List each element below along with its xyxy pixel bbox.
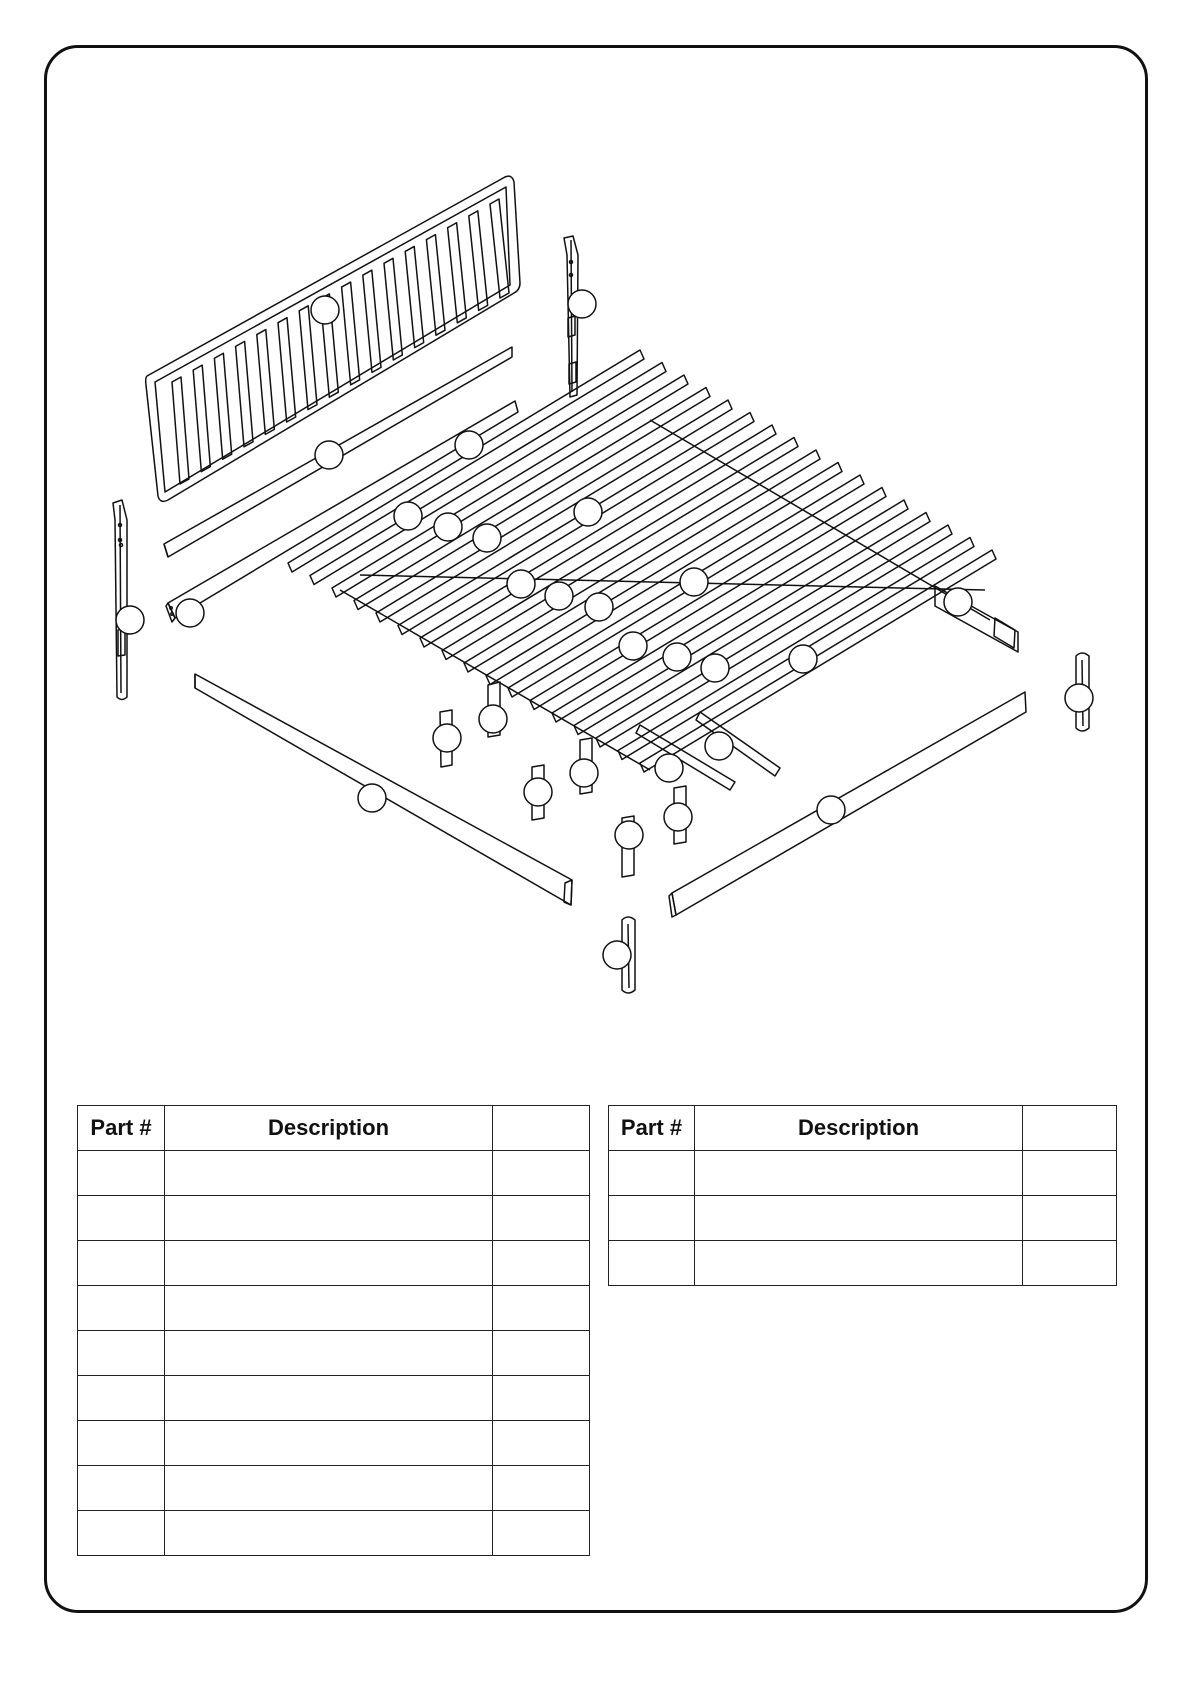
part-callout-circle [1065,684,1093,712]
cell-part [609,1241,695,1286]
cell-qty [493,1286,590,1331]
cell-qty [493,1376,590,1421]
table-row [78,1151,590,1196]
column-header-qty [493,1106,590,1151]
headboard-slat [257,330,275,435]
cell-qty [493,1196,590,1241]
part-callout-circle [524,778,552,806]
column-header-description: Description [695,1106,1023,1151]
part-callout-circle [315,441,343,469]
part-callout-circle [455,431,483,459]
cell-qty [493,1511,590,1556]
part-callout-circle [570,759,598,787]
part-callout-circle [568,290,596,318]
headboard-slat [469,211,488,311]
part-callout-circle [664,803,692,831]
headboard-slat [426,235,445,336]
column-header-description: Description [165,1106,493,1151]
table-header-row [78,1106,590,1151]
part-callout-circle [585,593,613,621]
cell-description [695,1196,1023,1241]
column-header-qty [1023,1106,1117,1151]
table-row [78,1331,590,1376]
part-callout-circle [574,498,602,526]
part-callout-circle [680,568,708,596]
cell-qty [493,1151,590,1196]
table-row [609,1151,1117,1196]
cell-part [78,1376,165,1421]
cell-part [609,1151,695,1196]
cell-qty [1023,1241,1117,1286]
cell-part [78,1421,165,1466]
table-row [78,1511,590,1556]
cell-description [165,1511,493,1556]
cell-description [695,1151,1023,1196]
part-callout-circle [701,654,729,682]
part-callout-circle [944,588,972,616]
cell-part [78,1511,165,1556]
table-row [78,1196,590,1241]
cell-description [695,1241,1023,1286]
cell-part [78,1241,165,1286]
table-row [78,1376,590,1421]
cell-part [78,1331,165,1376]
table-row [609,1241,1117,1286]
part-callout-circle [479,705,507,733]
table-row [78,1286,590,1331]
table-header-row [609,1106,1117,1151]
column-header-part: Part # [78,1106,165,1151]
cell-qty [493,1241,590,1286]
headboard-slat [214,353,231,459]
headboard-slat [342,282,360,385]
cell-description [165,1286,493,1331]
cell-qty [1023,1196,1117,1241]
part-callout-circle [116,606,144,634]
headboard-slat [384,258,402,360]
parts-table-left [77,1105,590,1556]
cell-qty [493,1421,590,1466]
headboard-post-left [113,500,127,700]
part-callout-circle [473,524,501,552]
footboard-rail-right [669,692,1026,917]
cell-part [78,1286,165,1331]
column-header-part: Part # [609,1106,695,1151]
center-support-legs [440,682,686,877]
part-callout-circle [311,296,339,324]
cell-qty [493,1466,590,1511]
cell-part [78,1466,165,1511]
part-callout-circle [507,570,535,598]
parts-table-right [608,1105,1117,1286]
cell-part [78,1196,165,1241]
cell-qty [493,1331,590,1376]
headboard-slat [172,377,189,484]
cell-description [165,1421,493,1466]
part-callout-circle [705,732,733,760]
part-callout-circle [176,599,204,627]
headboard-slat [193,365,210,471]
part-callout-circle [817,796,845,824]
part-callout-circle [358,784,386,812]
table-row [78,1421,590,1466]
bed-slat [596,525,952,747]
cell-description [165,1196,493,1241]
table-row [609,1196,1117,1241]
cell-description [165,1376,493,1421]
part-callout-circle [619,632,647,660]
cell-description [165,1241,493,1286]
part-callout-circle [434,513,462,541]
headboard-slat [448,223,467,323]
part-callout-circle [433,724,461,752]
headboard-slat [236,341,253,446]
headboard-slat [278,318,296,422]
bed-slat [332,375,688,597]
cell-part [609,1196,695,1241]
part-callout-circle [789,645,817,673]
cell-description [165,1466,493,1511]
cell-description [165,1331,493,1376]
headboard-slat [405,246,423,347]
part-callout-circle [545,582,573,610]
bed-slat [574,513,930,735]
part-callout-circle [615,821,643,849]
cell-description [165,1151,493,1196]
cell-qty [1023,1151,1117,1196]
part-callout-circle [394,502,422,530]
table-row [78,1466,590,1511]
part-callout-circle [603,941,631,969]
headboard-slat [299,306,317,410]
part-callout-circle [663,643,691,671]
part-callout-circle [655,754,683,782]
headboard-slat [490,199,509,298]
cell-part [78,1151,165,1196]
table-row [78,1241,590,1286]
headboard-slat [363,270,381,372]
